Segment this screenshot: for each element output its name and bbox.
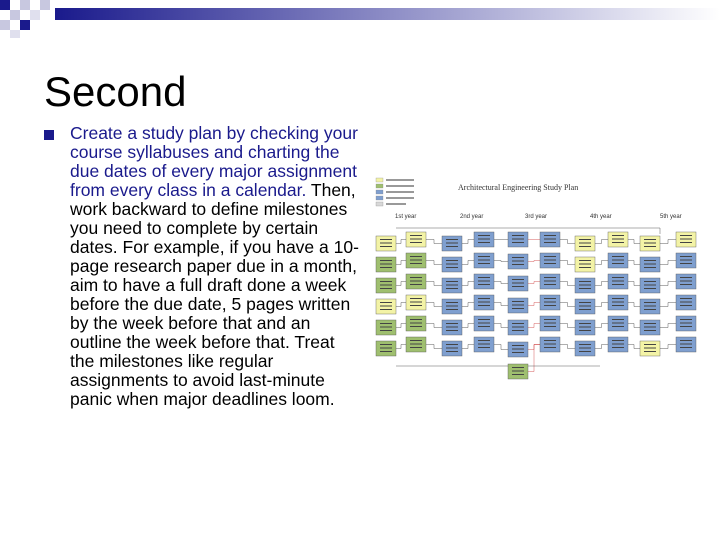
course-box-text-line [544,277,556,278]
course-box-text-line [680,298,692,299]
course-box-text-line [612,256,624,257]
course-box-text-line [380,267,392,268]
header-decoration [0,0,720,40]
course-box-text-line [644,285,656,286]
connector-line [494,324,508,328]
course-box-text-line [544,344,556,345]
course-box-text-line [544,239,556,240]
course-box-text-line [612,235,624,236]
course-box-text-line [512,261,524,262]
course-box-text-line [579,260,591,261]
course-box-text-line [512,235,524,236]
connector-line [426,240,442,244]
course-box-text-line [644,288,656,289]
course-box-text-line [544,340,556,341]
connector-line [396,324,406,328]
course-box-text-line [644,267,656,268]
course-box-text-line [644,351,656,352]
course-box-text-line [612,260,624,261]
course-box-text-line [446,264,458,265]
course-box-text-line [579,344,591,345]
course-box-text-line [512,301,524,302]
diagram-title: Architectural Engineering Study Plan [458,183,579,192]
course-box-text-line [446,243,458,244]
course-box-text-line [612,298,624,299]
course-box-text-line [410,302,422,303]
course-box-text-line [544,323,556,324]
course-box-text-line [380,260,392,261]
connector-line [595,345,608,349]
connector-line [396,261,406,265]
connector-line [660,240,676,244]
course-box-text-line [579,281,591,282]
bullet-marker [44,130,54,140]
course-box-text-line [544,305,556,306]
course-box-text-line [579,348,591,349]
course-box-text-line [410,277,422,278]
course-box-text-line [544,235,556,236]
course-box-text-line [612,347,624,348]
course-box-text-line [644,309,656,310]
course-box-text-line [680,281,692,282]
course-box-text-line [380,306,392,307]
course-box-text-line [380,285,392,286]
course-box-text-line [446,351,458,352]
connector-line [660,261,676,265]
connector-line [560,345,575,349]
course-box-text-line [512,367,524,368]
connector-line [560,261,575,265]
course-box-text-line [644,344,656,345]
course-box-text-line [478,242,490,243]
course-box-text-line [410,284,422,285]
connector-line [494,261,508,262]
connector-line [426,345,442,349]
course-box-text-line [380,302,392,303]
connector-line [396,303,406,307]
course-box-text-line [544,347,556,348]
course-box-text-line [410,239,422,240]
course-box-text-line [410,260,422,261]
course-box-text-line [544,263,556,264]
course-box-text-line [680,260,692,261]
course-box-text-line [478,347,490,348]
course-box-text-line [446,327,458,328]
year-label: 1st year [395,214,417,220]
connector-line [595,261,608,265]
connector-line [628,282,640,286]
course-box-text-line [380,351,392,352]
course-box-text-line [512,283,524,284]
course-box-text-line [680,319,692,320]
year-labels [395,214,682,220]
course-box-text-line [512,371,524,372]
connector-line [660,345,676,349]
course-box-text-line [512,349,524,350]
connector-line [396,282,406,286]
course-box-text-line [579,246,591,247]
connector-line [560,282,575,286]
diagram-legend [376,178,414,206]
course-box-text-line [380,309,392,310]
connector-line [660,282,676,286]
connector-line [595,324,608,328]
course-box-text-line [410,242,422,243]
course-box-text-line [644,239,656,240]
course-box-text-line [579,243,591,244]
connector-line [494,282,508,284]
connector-line [595,303,608,307]
course-box-text-line [410,319,422,320]
course-box-text-line [380,348,392,349]
course-box-text-line [644,302,656,303]
course-box-text-line [410,340,422,341]
bullet-highlight-text: Create a study plan by checking your course syllabuses and charting the due dates of every major assignment from every class in a calendar. [70,123,358,200]
course-box-text-line [579,288,591,289]
course-box-text-line [612,326,624,327]
course-box-text-line [512,330,524,331]
course-box-text-line [644,330,656,331]
connector-line [462,345,474,349]
course-box-text-line [612,263,624,264]
course-box-text-line [579,309,591,310]
connector-line [628,303,640,307]
connector-line [462,261,474,265]
connector-line [426,282,442,286]
course-box-text-line [579,327,591,328]
course-box-text-line [680,323,692,324]
course-box-text-line [680,340,692,341]
course-box-text-line [612,242,624,243]
course-box-text-line [579,285,591,286]
connector-line [462,324,474,328]
course-box-text-line [478,281,490,282]
course-box-text-line [410,256,422,257]
connector-line [396,240,406,244]
course-box-text-line [446,288,458,289]
course-box-text-line [579,351,591,352]
course-box-text-line [512,323,524,324]
course-box-text-line [612,344,624,345]
course-box-text-line [680,344,692,345]
course-box-text-line [478,302,490,303]
course-box-text-line [612,323,624,324]
course-box-text-line [380,323,392,324]
course-box-text-line [579,330,591,331]
course-box-text-line [410,347,422,348]
course-box-text-line [612,281,624,282]
course-box-text-line [680,263,692,264]
course-box-text-line [446,344,458,345]
connector-line [560,240,575,244]
course-box-text-line [446,239,458,240]
course-box-text-line [380,330,392,331]
course-box-text-line [680,256,692,257]
course-box-text-line [478,340,490,341]
course-box-text-line [446,281,458,282]
course-box-text-line [579,239,591,240]
course-box-text-line [512,242,524,243]
connector-line [628,240,640,244]
course-box-text-line [644,306,656,307]
connector-line [628,345,640,349]
year-label: 2nd year [460,214,484,220]
connector-line [660,303,676,307]
connector-line [528,345,540,372]
course-box-text-line [380,344,392,345]
connector-line [494,303,508,306]
year-label: 4th year [590,214,612,220]
connector-line [426,303,442,307]
course-boxes [376,232,696,379]
course-box-text-line [544,298,556,299]
course-box-text-line [446,348,458,349]
course-box-text-line [512,305,524,306]
course-box-text-line [478,298,490,299]
course-box-text-line [544,281,556,282]
course-box-text-line [579,306,591,307]
course-box-text-line [544,326,556,327]
course-box-text-line [446,246,458,247]
course-box-text-line [512,352,524,353]
course-box-text-line [380,264,392,265]
course-box-text-line [579,267,591,268]
connector-line [528,261,540,262]
connector-line [595,240,608,244]
study-plan-diagram [370,170,700,380]
course-box-text-line [410,235,422,236]
course-box-text-line [680,302,692,303]
course-box-text-line [544,319,556,320]
course-box-text-line [446,285,458,286]
course-box-text-line [680,277,692,278]
course-box-text-line [544,302,556,303]
course-box-text-line [644,281,656,282]
course-box-text-line [478,235,490,236]
course-box-text-line [612,319,624,320]
course-box-text-line [579,323,591,324]
course-box-text-line [612,305,624,306]
course-box-text-line [380,327,392,328]
course-box-text-line [410,326,422,327]
course-box-text-line [680,284,692,285]
course-box-text-line [644,246,656,247]
course-box-text-line [644,243,656,244]
course-box-text-line [544,242,556,243]
course-box-text-line [680,347,692,348]
course-box-text-line [380,288,392,289]
year-label: 3rd year [525,214,548,220]
connector-line [628,324,640,328]
course-box-text-line [544,284,556,285]
connector-line [560,324,575,328]
course-box-text-line [410,281,422,282]
course-box-text-line [612,277,624,278]
connector-line [494,345,508,350]
course-box-text-line [380,243,392,244]
course-box-text-line [478,305,490,306]
course-box-text-line [446,323,458,324]
course-box-text-line [644,323,656,324]
course-box-text-line [644,348,656,349]
course-box-text-line [478,239,490,240]
course-box-text-line [478,323,490,324]
connector-line [426,261,442,265]
course-box-text-line [680,242,692,243]
course-box-text-line [446,260,458,261]
connector-line [660,324,676,328]
course-box-text-line [446,302,458,303]
bullet-text [70,124,360,409]
bullet-rest-text: Then, work backward to define milestones you need to complete by certain dates. For example, if you have a 10-page research paper due in a month, aim to have a full draft done a week before the due date, 5 pages written by the week before that and an outline the week before that. Treat the milestones like regular assignments to avoid last-minute panic when major deadlines loom. [70,180,359,409]
course-box-text-line [478,263,490,264]
course-box-text-line [680,239,692,240]
course-box-text-line [380,246,392,247]
course-box-text-line [612,340,624,341]
connector-line [396,345,406,349]
connector-line [462,303,474,307]
connector-line [528,282,540,284]
course-box-text-line [579,302,591,303]
connector-line [528,324,540,328]
course-box-text-line [410,323,422,324]
year-label: 5th year [660,214,682,220]
course-box-text-line [680,326,692,327]
course-box-text-line [644,260,656,261]
connector-lines [396,228,676,372]
slide-title: Second [44,68,187,115]
course-box-text-line [410,263,422,264]
connector-line [560,303,575,307]
course-box-text-line [544,260,556,261]
course-box-text-line [644,264,656,265]
course-box-text-line [478,344,490,345]
course-box-text-line [544,256,556,257]
course-box-text-line [512,279,524,280]
course-box-text-line [446,330,458,331]
course-box-text-line [512,286,524,287]
course-box-text-line [680,235,692,236]
connector-line [528,303,540,306]
course-box-text-line [512,308,524,309]
course-box-text-line [612,239,624,240]
course-box-text-line [579,264,591,265]
course-box-text-line [680,305,692,306]
course-box-text-line [410,298,422,299]
course-box-text-line [410,305,422,306]
course-box-text-line [410,344,422,345]
course-box-text-line [446,306,458,307]
course-box-text-line [512,374,524,375]
course-box-text-line [512,264,524,265]
connector-line [462,240,474,244]
course-box-text-line [512,257,524,258]
course-box-text-line [512,327,524,328]
course-box-text-line [478,319,490,320]
course-box-text-line [446,267,458,268]
connector-line [426,324,442,328]
course-box-text-line [380,281,392,282]
course-box-text-line [612,284,624,285]
course-box-text-line [446,309,458,310]
course-box-text-line [612,302,624,303]
course-box-text-line [478,326,490,327]
course-box-text-line [478,277,490,278]
course-box-text-line [380,239,392,240]
course-box-text-line [512,239,524,240]
connector-line [462,282,474,286]
connector-line [595,282,608,286]
course-box-text-line [644,327,656,328]
course-box-text-line [478,284,490,285]
course-box-text-line [478,260,490,261]
course-box-text-line [478,256,490,257]
connector-line [628,261,640,265]
course-box-text-line [512,345,524,346]
